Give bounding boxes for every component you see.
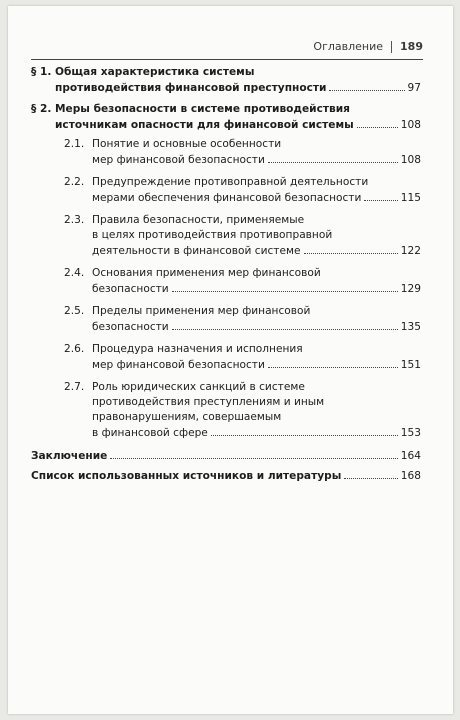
header-page-number: 189 xyxy=(400,40,423,53)
toc-entry-title-line: Список использованных источников и литературы xyxy=(31,470,342,482)
toc-entry xyxy=(31,448,421,464)
dot-leader xyxy=(344,468,397,479)
header-separator xyxy=(391,41,392,53)
toc-page-number: 153 xyxy=(400,427,421,439)
toc-entry xyxy=(31,380,421,441)
toc-entry-title-line: безопасности xyxy=(92,283,169,295)
toc-page-number: 151 xyxy=(400,359,421,371)
dot-leader xyxy=(268,152,398,163)
dot-leader xyxy=(172,319,398,330)
toc-entry-title-line: Пределы применения мер финансовой xyxy=(92,305,311,317)
toc-entry-title-line: деятельности в финансовой системе xyxy=(92,245,301,257)
toc-page-number: 129 xyxy=(400,283,421,295)
toc-page-number: 115 xyxy=(400,192,421,204)
toc-entry xyxy=(31,342,421,373)
toc-entry-title-line: Общая характеристика системы xyxy=(55,66,255,78)
toc-entry-title-line: Правила безопасности, применяемые xyxy=(92,214,305,226)
dot-leader xyxy=(172,281,398,292)
toc-page-number: 108 xyxy=(400,119,421,131)
toc-entry xyxy=(31,304,421,335)
toc-entry-number: 2.3. xyxy=(64,214,85,226)
toc-entry-title-line: в целях противодействия противоправной xyxy=(92,229,333,241)
book-page xyxy=(8,6,453,714)
dot-leader xyxy=(329,80,404,91)
toc-entry-title-line: противодействия преступлениям и иным xyxy=(92,396,325,408)
dot-leader xyxy=(357,117,398,128)
toc-entry-title-line: мер финансовой безопасности xyxy=(92,154,265,166)
table-of-contents xyxy=(31,65,421,488)
dot-leader xyxy=(110,448,397,459)
toc-entry-number: 2.7. xyxy=(64,381,85,393)
toc-entry-number: 2.6. xyxy=(64,343,85,355)
toc-entry-title-line: Меры безопасности в системе противодействия xyxy=(55,103,350,115)
toc-entry xyxy=(31,468,421,484)
dot-leader xyxy=(304,243,398,254)
toc-entry-title-line: противодействия финансовой преступности xyxy=(55,82,327,94)
header-rule xyxy=(31,59,423,60)
toc-entry-number: 2.5. xyxy=(64,305,85,317)
running-header xyxy=(313,40,423,53)
toc-entry xyxy=(31,266,421,297)
toc-entry-number: § 2. xyxy=(31,103,52,115)
toc-entry-title-line: Заключение xyxy=(31,450,108,462)
toc-entry-title-line: в финансовой сфере xyxy=(92,427,208,439)
toc-page-number: 122 xyxy=(400,245,421,257)
toc-entry-title-line: источникам опасности для финансовой системы xyxy=(55,119,354,131)
toc-entry-title-line: мер финансовой безопасности xyxy=(92,359,265,371)
toc-entry-number: 2.2. xyxy=(64,176,85,188)
header-section-title: Оглавление xyxy=(313,40,384,53)
toc-entry-number: 2.4. xyxy=(64,267,85,279)
toc-page-number: 135 xyxy=(400,321,421,333)
toc-entry xyxy=(31,102,421,133)
toc-page-number: 108 xyxy=(400,154,421,166)
toc-entry-title-line: Предупреждение противоправной деятельности xyxy=(92,176,369,188)
dot-leader xyxy=(211,425,398,436)
toc-entry-title-line: мерами обеспечения финансовой безопасности xyxy=(92,192,362,204)
toc-entry-number: § 1. xyxy=(31,66,52,78)
toc-page-number: 164 xyxy=(400,450,421,462)
toc-entry-title-line: Основания применения мер финансовой xyxy=(92,267,321,279)
toc-entry-title-line: Роль юридических санкций в системе xyxy=(92,381,305,393)
toc-entry-number: 2.1. xyxy=(64,138,85,150)
toc-entry-title-line: правонарушениям, совершаемым xyxy=(92,411,282,423)
dot-leader xyxy=(268,357,398,368)
toc-page-number: 97 xyxy=(407,82,421,94)
dot-leader xyxy=(364,190,397,201)
toc-entry xyxy=(31,137,421,168)
toc-entry xyxy=(31,175,421,206)
toc-entry-title-line: безопасности xyxy=(92,321,169,333)
toc-entry xyxy=(31,213,421,259)
toc-entry xyxy=(31,65,421,96)
toc-entry-title-line: Процедура назначения и исполнения xyxy=(92,343,303,355)
toc-page-number: 168 xyxy=(400,470,421,482)
toc-entry-title-line: Понятие и основные особенности xyxy=(92,138,282,150)
